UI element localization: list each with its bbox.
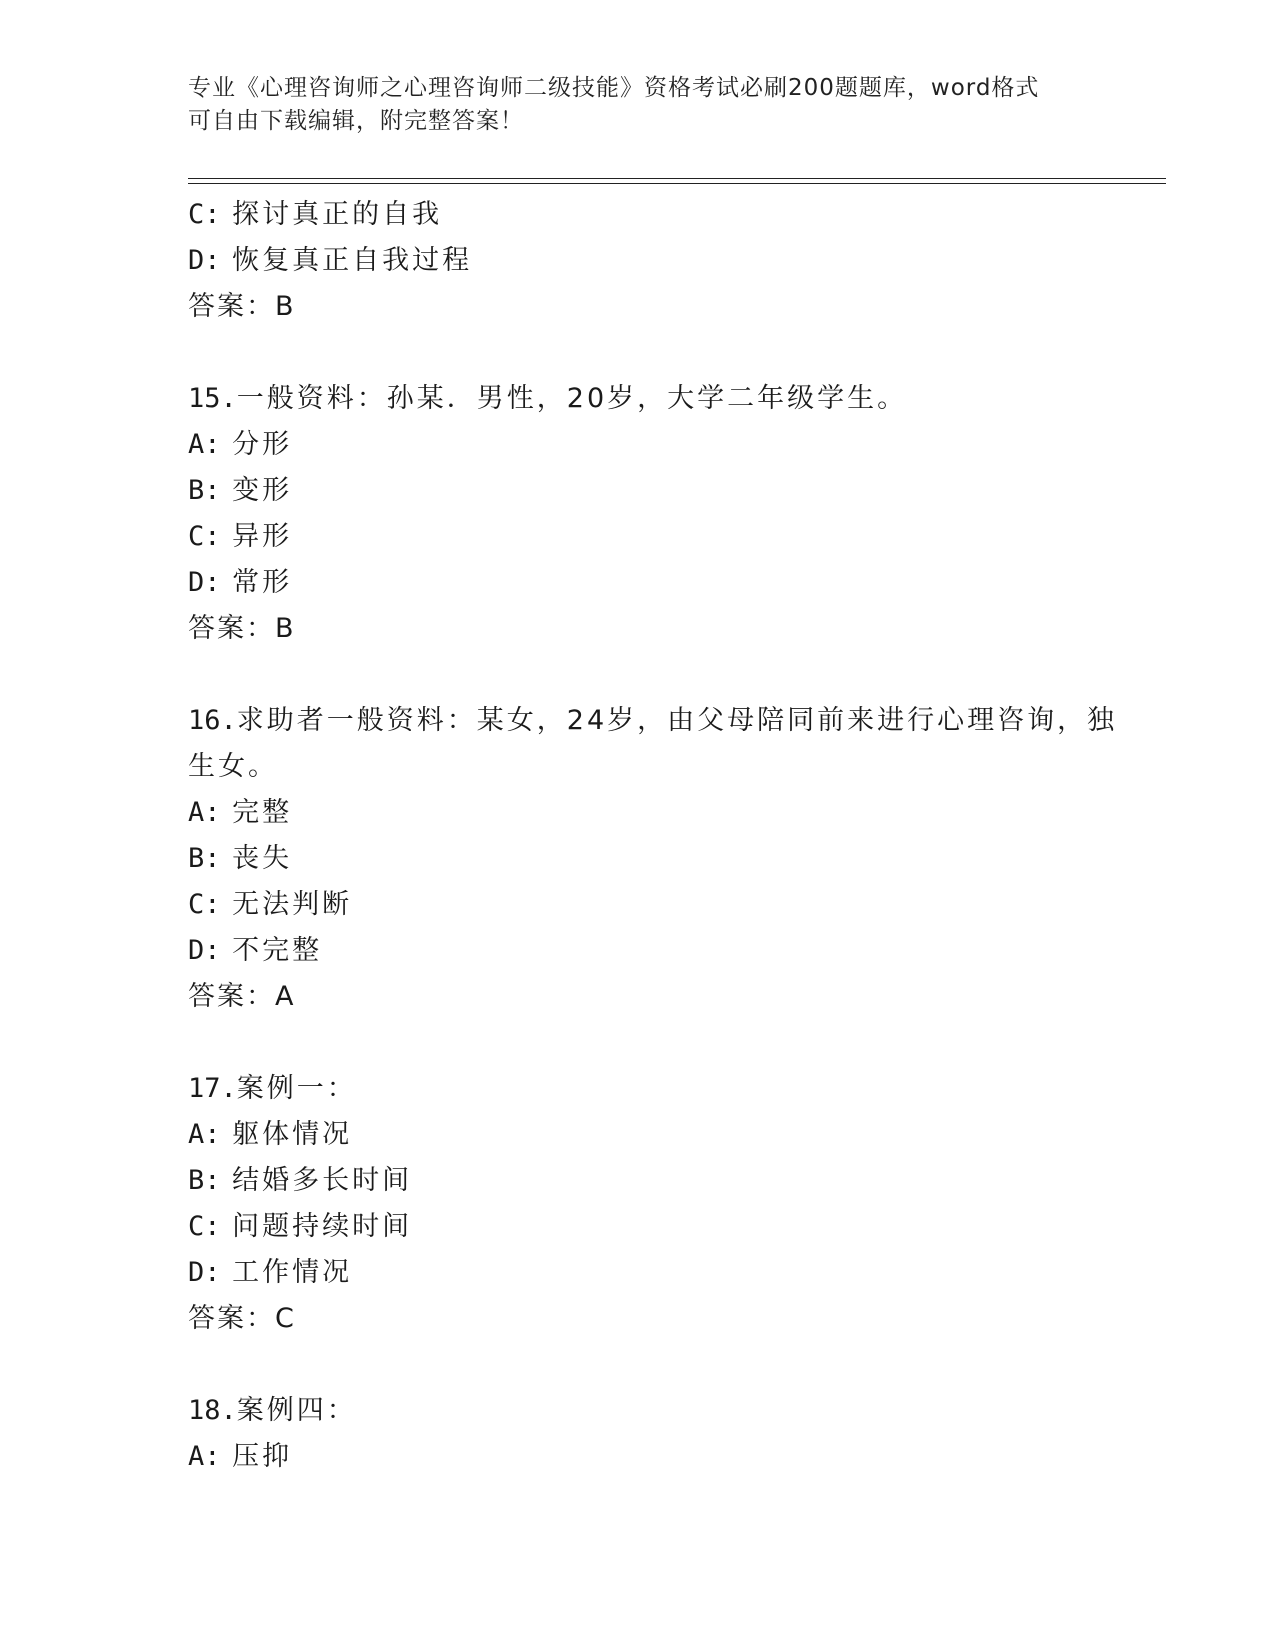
question-number: 15. bbox=[188, 383, 237, 414]
question-stem bbox=[188, 698, 1118, 744]
option-letter: B: bbox=[188, 1165, 221, 1196]
question-block-16 bbox=[188, 698, 1118, 1020]
option-text: 恢复真正自我过程 bbox=[232, 245, 473, 276]
block-spacer bbox=[188, 1020, 1088, 1066]
option-a bbox=[188, 1434, 1088, 1480]
option-d bbox=[188, 928, 1088, 974]
option-letter: D: bbox=[188, 1257, 221, 1288]
question-text: 案例四： bbox=[236, 1395, 357, 1426]
option-a bbox=[188, 1112, 1088, 1158]
option-text: 丧失 bbox=[232, 843, 293, 874]
option-c bbox=[188, 192, 1088, 238]
answer-line: 答案：C bbox=[188, 1303, 296, 1334]
question-stem bbox=[188, 1066, 1088, 1112]
option-b bbox=[188, 836, 1088, 882]
header-rule-top bbox=[188, 178, 1166, 179]
option-letter: C: bbox=[188, 889, 221, 920]
option-b bbox=[188, 1158, 1088, 1204]
question-number: 17. bbox=[188, 1073, 237, 1104]
question-stem bbox=[188, 376, 1088, 422]
option-c bbox=[188, 1204, 1088, 1250]
option-letter: B: bbox=[188, 475, 221, 506]
header-line-2: 可自由下载编辑，附完整答案！ bbox=[188, 108, 524, 134]
question-list bbox=[188, 192, 1118, 1480]
option-text: 问题持续时间 bbox=[232, 1211, 413, 1242]
block-spacer bbox=[188, 1342, 1088, 1388]
document-header bbox=[188, 72, 1068, 138]
option-letter: C: bbox=[188, 1211, 221, 1242]
header-line-1: 专业《心理咨询师之心理咨询师二级技能》资格考试必刷200题题库，word格式 bbox=[188, 75, 1040, 101]
question-stem bbox=[188, 1388, 1088, 1434]
option-text: 结婚多长时间 bbox=[232, 1165, 413, 1196]
option-text: 无法判断 bbox=[232, 889, 353, 920]
question-block-14-continued bbox=[188, 192, 1088, 330]
option-c bbox=[188, 882, 1088, 928]
option-letter: B: bbox=[188, 843, 221, 874]
option-letter: D: bbox=[188, 245, 221, 276]
option-d bbox=[188, 238, 1088, 284]
question-block-15 bbox=[188, 376, 1088, 652]
question-text: 一般资料：孙某．男性，20岁，大学二年级学生。 bbox=[236, 383, 908, 414]
option-c bbox=[188, 514, 1088, 560]
option-text: 常形 bbox=[232, 567, 293, 598]
option-text: 不完整 bbox=[232, 935, 323, 966]
question-text: 案例一： bbox=[236, 1073, 357, 1104]
option-d bbox=[188, 1250, 1088, 1296]
question-text: 求助者一般资料：某女，24岁，由父母陪同前来进行心理咨询，独 bbox=[236, 705, 1118, 736]
answer-line: 答案：A bbox=[188, 981, 296, 1012]
option-b bbox=[188, 468, 1088, 514]
option-letter: A: bbox=[188, 797, 221, 828]
option-letter: D: bbox=[188, 935, 221, 966]
option-text: 工作情况 bbox=[232, 1257, 353, 1288]
option-text: 异形 bbox=[232, 521, 293, 552]
question-block-18 bbox=[188, 1388, 1088, 1480]
block-spacer bbox=[188, 330, 1088, 376]
option-letter: A: bbox=[188, 429, 221, 460]
question-block-17 bbox=[188, 1066, 1088, 1342]
question-stem-continued: 生女。 bbox=[188, 751, 278, 782]
option-letter: D: bbox=[188, 567, 221, 598]
option-text: 躯体情况 bbox=[232, 1119, 353, 1150]
option-text: 压抑 bbox=[232, 1441, 293, 1472]
option-a bbox=[188, 422, 1088, 468]
option-letter: C: bbox=[188, 199, 221, 230]
header-rule-bottom bbox=[188, 183, 1166, 184]
question-number: 18. bbox=[188, 1395, 237, 1426]
answer-line: 答案：B bbox=[188, 291, 296, 322]
option-letter: C: bbox=[188, 521, 221, 552]
question-number: 16. bbox=[188, 705, 237, 736]
option-a bbox=[188, 790, 1088, 836]
option-text: 变形 bbox=[232, 475, 293, 506]
option-d bbox=[188, 560, 1088, 606]
answer-line: 答案：B bbox=[188, 613, 296, 644]
option-text: 完整 bbox=[232, 797, 293, 828]
block-spacer bbox=[188, 652, 1088, 698]
option-text: 探讨真正的自我 bbox=[232, 199, 443, 230]
option-text: 分形 bbox=[232, 429, 293, 460]
option-letter: A: bbox=[188, 1441, 221, 1472]
option-letter: A: bbox=[188, 1119, 221, 1150]
